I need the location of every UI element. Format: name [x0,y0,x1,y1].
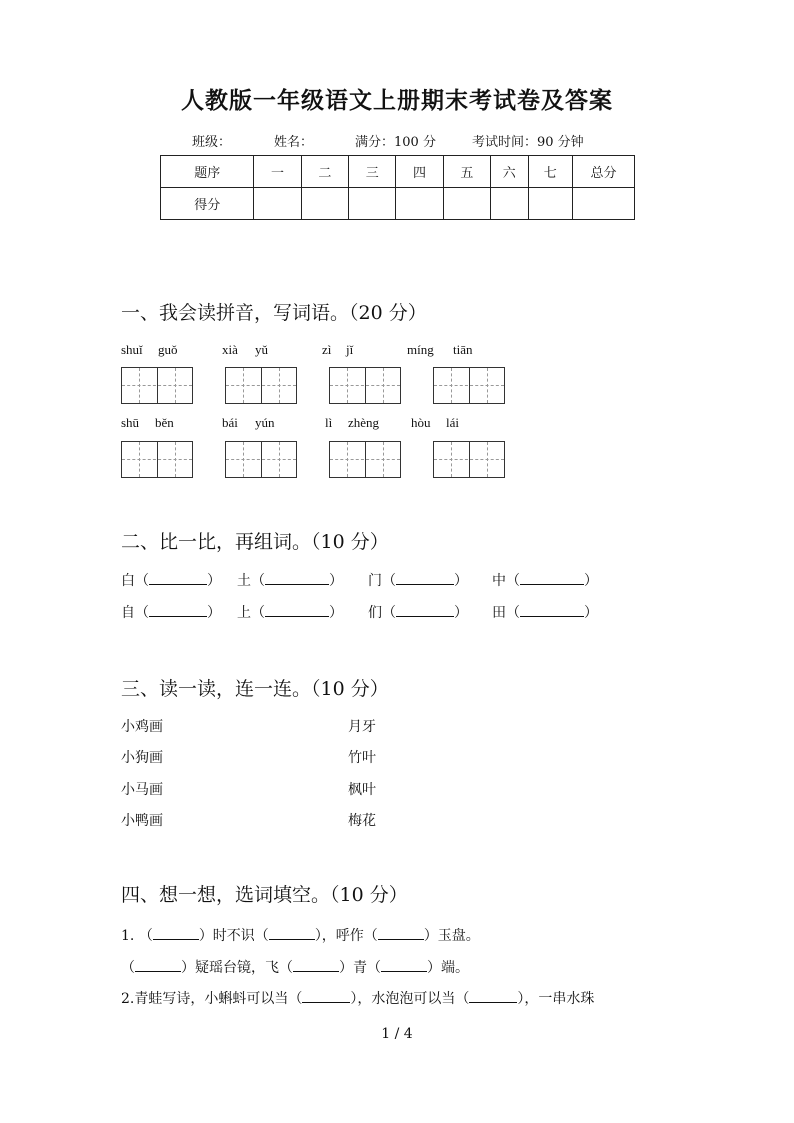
answer-blank[interactable] [396,604,454,617]
answer-blank[interactable] [520,604,584,617]
char-label: 上（ [237,605,265,621]
pinyin-syllable: bái [222,415,238,430]
char-label: 田（ [492,605,520,621]
paren-close: ） [329,605,343,621]
name-label: 姓名： [274,135,314,150]
pinyin-syllable: shuǐ [121,342,143,357]
paren-close: ） [207,605,221,621]
section-4-heading: 四、想一想，选词填空。（10 分） [121,884,408,906]
text-segment: （ [138,928,153,944]
pinyin-syllable: guǒ [158,342,178,357]
score-cell[interactable] [491,188,529,220]
paren-close: ） [584,605,598,621]
fill-in-line-2 [121,957,469,977]
section-1-heading: 一、我会读拼音，写词语。（20 分） [121,302,427,324]
pinyin-syllable: jǐ [346,342,354,357]
paren-close: ） [454,573,468,589]
score-table [160,155,635,220]
word-compare-item [492,602,598,622]
pinyin-syllable: zì [322,342,332,357]
writing-grid-box[interactable] [329,367,401,404]
class-label: 班级： [192,135,232,150]
char-label: 们（ [368,605,396,621]
word-compare-item [368,570,468,590]
header-cell: 二 [301,156,348,188]
text-segment: ）端。 [427,960,469,976]
answer-blank[interactable] [520,572,584,585]
text-segment: ）疑瑶台镜，飞（ [181,960,293,976]
match-left-item[interactable]: 小鸡画 [121,719,163,735]
answer-blank[interactable] [269,927,315,940]
writing-grid-box[interactable] [225,367,297,404]
paren-close: ） [454,605,468,621]
word-compare-item [368,602,468,622]
char-label: 白（ [121,573,149,589]
pinyin-syllable: zhèng [348,415,380,430]
header-cell: 六 [491,156,529,188]
text-segment: ）青（ [339,960,381,976]
page-number: 1 / 4 [381,1026,413,1042]
text-segment: ）玉盘。 [423,928,480,944]
match-right-item[interactable]: 枫叶 [348,782,376,798]
pinyin-syllable: xià [222,342,238,357]
pinyin-syllable: míng [407,342,434,357]
answer-blank[interactable] [149,572,207,585]
header-cell: 题序 [161,156,254,188]
word-compare-item [237,602,343,622]
char-label: 土（ [237,573,265,589]
text-segment: 2.青蛙写诗，小蝌蚪可以当（ [121,991,303,1007]
answer-blank[interactable] [469,990,517,1003]
paren-close: ） [329,573,343,589]
header-cell: 总分 [572,156,634,188]
text-segment: ），一串水珠 [517,991,595,1007]
answer-blank[interactable] [396,572,454,585]
answer-blank[interactable] [302,990,350,1003]
answer-blank[interactable] [265,572,329,585]
writing-grid-box[interactable] [433,441,505,478]
text-segment: （ [121,960,135,976]
match-right-item[interactable]: 月牙 [348,719,376,735]
match-left-item[interactable]: 小鸭画 [121,813,163,829]
text-segment: ），水泡泡可以当（ [350,991,470,1007]
pinyin-syllable: shū [121,415,140,430]
writing-grid-box[interactable] [121,367,193,404]
pinyin-syllable: hòu [411,415,431,430]
writing-grid-box[interactable] [433,367,505,404]
header-cell: 五 [443,156,490,188]
score-table-header-row [161,156,635,188]
score-row-label: 得分 [161,188,254,220]
answer-blank[interactable] [265,604,329,617]
score-cell[interactable] [443,188,490,220]
pinyin-syllable: lái [446,415,459,430]
header-cell: 四 [396,156,443,188]
pinyin-syllable: běn [155,415,174,430]
score-cell[interactable] [254,188,301,220]
fill-in-line-1 [121,925,480,945]
writing-grid-box[interactable] [329,441,401,478]
answer-blank[interactable] [153,927,199,940]
word-compare-item [121,570,221,590]
pinyin-syllable: yǔ [255,342,268,357]
word-compare-item [492,570,598,590]
answer-blank[interactable] [293,959,339,972]
text-segment: ），呼作（ [314,928,378,944]
page-title: 人教版一年级语文上册期末考试卷及答案 [181,87,613,114]
fill-in-line-3 [121,988,594,1008]
writing-grid-box[interactable] [121,441,193,478]
char-label: 中（ [492,573,520,589]
pinyin-syllable: tiān [453,342,473,357]
score-table-score-row [161,188,635,220]
header-cell: 七 [528,156,572,188]
pinyin-syllable: lì [325,415,333,430]
paren-close: ） [207,573,221,589]
score-cell[interactable] [396,188,443,220]
question-number: 1. [121,928,135,944]
score-cell[interactable] [349,188,396,220]
word-compare-item [237,570,343,590]
paren-close: ） [584,573,598,589]
answer-blank[interactable] [381,959,427,972]
match-left-item[interactable]: 小狗画 [121,750,163,766]
char-label: 自（ [121,605,149,621]
match-right-item[interactable]: 竹叶 [348,750,376,766]
answer-blank[interactable] [135,959,181,972]
header-cell: 一 [254,156,301,188]
answer-blank[interactable] [378,927,424,940]
full-score: 满分：100 分 [355,135,436,150]
header-cell: 三 [349,156,396,188]
score-cell[interactable] [572,188,634,220]
pinyin-syllable: yún [255,415,275,430]
word-compare-item [121,602,221,622]
exam-time: 考试时间：90 分钟 [472,135,584,150]
section-3-heading: 三、读一读，连一连。（10 分） [121,678,389,700]
text-segment: ）时不识（ [198,928,269,944]
match-right-item[interactable]: 梅花 [348,813,376,829]
writing-grid-box[interactable] [225,441,297,478]
score-cell[interactable] [301,188,348,220]
section-2-heading: 二、比一比，再组词。（10 分） [121,531,389,553]
answer-blank[interactable] [149,604,207,617]
char-label: 门（ [368,573,396,589]
match-left-item[interactable]: 小马画 [121,782,163,798]
score-cell[interactable] [528,188,572,220]
